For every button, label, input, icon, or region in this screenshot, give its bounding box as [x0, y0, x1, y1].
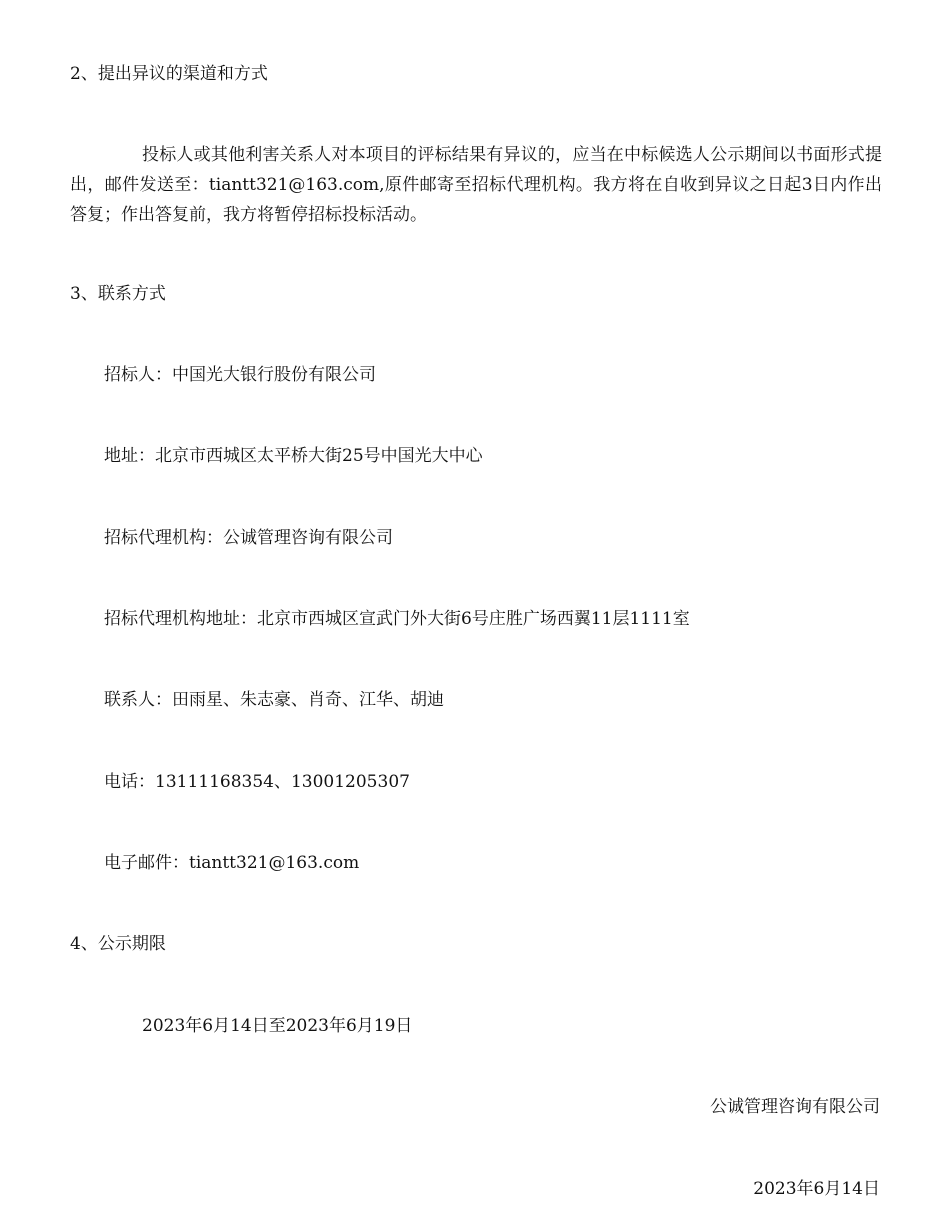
tenderer-line: 招标人：中国光大银行股份有限公司 [104, 365, 376, 385]
email-line: 电子邮件：tiantt321@163.com [104, 853, 360, 873]
section-2-heading: 2、提出异议的渠道和方式 [70, 64, 268, 84]
tenderer-address-line: 地址：北京市西城区太平桥大街25号中国光大中心 [104, 446, 483, 466]
objection-paragraph: 投标人或其他利害关系人对本项目的评标结果有异议的，应当在中标候选人公示期间以书面形式提出，邮件发送至：tiantt321@163.com,原件邮寄至招标代理机构。我方将在自收到异议之日起3日内作出答复；作出答复前，我方将暂停招标投标活动。 [70, 145, 882, 225]
agency-line: 招标代理机构：公诚管理咨询有限公司 [104, 528, 393, 548]
agency-address-line: 招标代理机构地址：北京市西城区宣武门外大街6号庄胜广场西翼11层1111室 [104, 609, 690, 629]
publicity-period: 2023年6月14日至2023年6月19日 [142, 1016, 413, 1036]
signature-company: 公诚管理咨询有限公司 [710, 1097, 880, 1117]
section-3-heading: 3、联系方式 [70, 284, 166, 304]
phone-line: 电话：13111168354、13001205307 [104, 772, 410, 792]
contact-person-line: 联系人：田雨星、朱志豪、肖奇、江华、胡迪 [104, 690, 444, 710]
section-4-heading: 4、公示期限 [70, 934, 166, 954]
signature-date: 2023年6月14日 [753, 1179, 880, 1199]
